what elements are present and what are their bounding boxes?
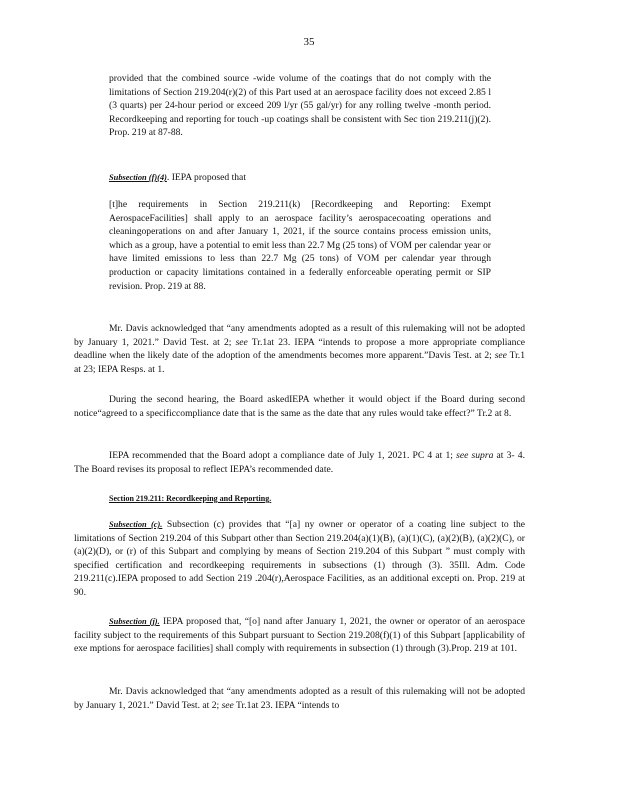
paragraph-text: Tr.1 at 23; IEPA Resps. at 1. <box>74 350 526 375</box>
subsection-heading: Subsection (c). <box>109 520 163 529</box>
subsection-text: . IEPA proposed that <box>166 172 246 183</box>
paragraph-subsection-c <box>74 518 525 600</box>
signal-see-supra: see supra <box>456 450 494 461</box>
subsection-heading: Subsection (f)(4) <box>109 173 167 182</box>
paragraph-text: IEPA recommended that the Board adopt a compliance date of July 1, 2021. PC 4 at 1; <box>109 450 457 461</box>
paragraph-text: Subsection (c) provides that “[a] ny owner or operator of a coating line subject to the limitations of Section 219.204 of this Subpart other than Section 219.204(a)(1)(B), (a)(1)(C), (a)(2)(B), (a)(2)(C), or (a)(2)(D), or (r) of this Subpart and complying by means of Section 219.204 of this Subpart ” must comply with specified certification and recordkeeping requirements in subsections (1) through (3). 35Ill. Adm. Code 219.211(c).IEPA proposed to add Section 219 .204(r),Aerospace Facilities, as an additional excepti on. Prop. 219 at 90. <box>74 519 525 598</box>
quoted-paragraph-carryover: provided that the combined source -wide volume of the coatings that do not comply with the limitations of Section 219.204(r)(2) of this Part used at an aerospace facility does not exceed 2.85 l (3 quarts) per 24-hour period or exceed 209 l/yr (55 gal/yr) for any rolling twelve -month period. Recordkeeping and reporting for touch -up coatings shall be consistent with Sec tion 219.211(j)(2). Prop. 219 at 87-88. <box>109 73 491 139</box>
subsection-f4-intro <box>109 171 491 185</box>
paragraph-davis-1 <box>74 322 525 376</box>
paragraph-text: Mr. Davis acknowledged that “any amendments adopted as a result of this rulemaking will not be adopted by January 1, 2021.” David Test. at 2; <box>74 323 525 348</box>
paragraph-text: Tr.1at 23. IEPA “intends to propose a more appropriate compliance deadline when the likely date of the adoption of the amendments becomes more apparent.”Davis Test. at 2; <box>74 336 525 362</box>
paragraph-text: at 3- 4. The Board revises its proposal to reflect IEPA’s recommended date. <box>74 450 525 475</box>
signal-see: see <box>235 336 248 348</box>
paragraph-text: Mr. Davis acknowledged that “any amendments adopted as a result of this rulemaking will not be adopted by January 1, 2021.” David Test. at 2; <box>74 686 525 711</box>
section-heading: Section 219.211: Recordkeeping and Reporting. <box>109 494 272 503</box>
signal-see: see <box>494 350 507 362</box>
paragraph-text: IEPA proposed that, “[o] nand after January 1, 2021, the owner or operator of an aerospace facility subject to the requirements of this Subpart pursuant to Section 219.208(f)(1) of this Subpart [applicability of exe mptions for aerospace facilities] shall comply with requirements in subsection (1) through (3).Prop. 219 at 101. <box>74 616 525 655</box>
subsection-heading: Subsection (j). <box>109 617 160 626</box>
paragraph-second-hearing: During the second hearing, the Board askedIEPA whether it would object if the Board during second notice“agreed to a specificcompliance date that is the same as the date that any rules would take effect?” Tr.2 at 8. <box>74 394 525 419</box>
signal-see: see <box>221 699 234 711</box>
paragraph-davis-2 <box>74 685 525 712</box>
paragraph-subsection-j <box>74 615 525 656</box>
block-quote-f4: [t]he requirements in Section 219.211(k) [Recordkeeping and Reporting: Exempt AerospaceFacilities] shall apply to an aerospace facility’s aerospacecoating operations and cleaningoperations on and after January 1, 2021, if the source contains process emission units, which as a group, have a potential to emit less than 22.7 Mg (25 tons) of VOM per calendar year or have limited emissions to less than 22.7 Mg (25 tons) of VOM per calendar year through production or capacity limitations contained in a federally enforceable operating permit or SIP revision. Prop. 219 at 88. <box>109 199 491 292</box>
paragraph-iepa-recommended <box>74 449 525 476</box>
page-number: 35 <box>303 36 315 48</box>
paragraph-text: Tr.1at 23. IEPA “intends to <box>233 699 340 711</box>
